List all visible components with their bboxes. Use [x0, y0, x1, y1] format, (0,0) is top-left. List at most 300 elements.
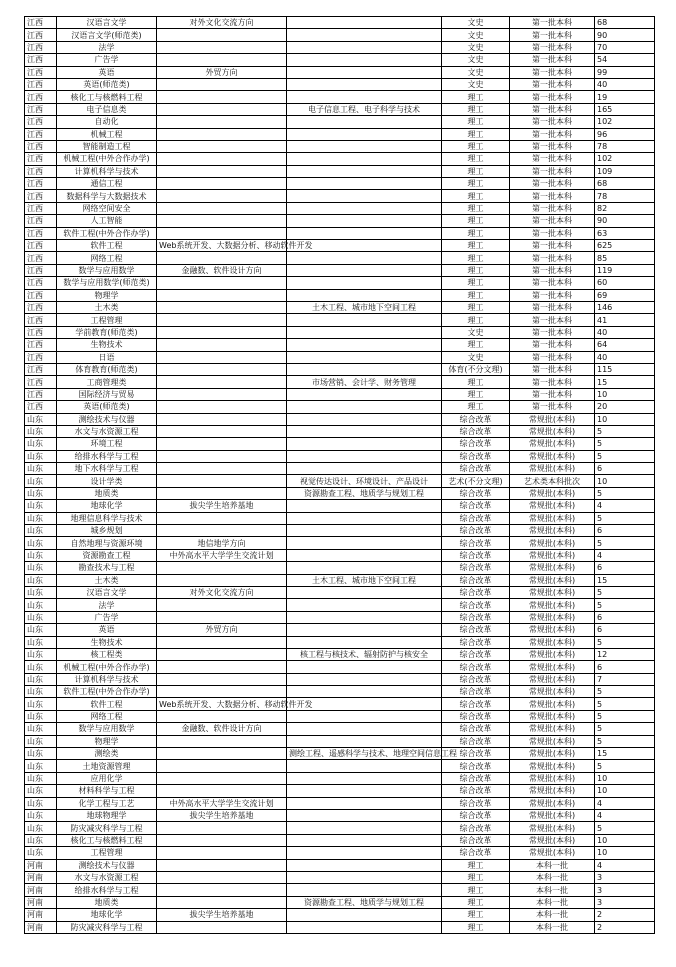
direction-cell: [287, 190, 442, 202]
note-cell: [157, 822, 287, 834]
province-cell: 江西: [25, 66, 57, 78]
plan-count-cell: 102: [595, 153, 655, 165]
note-cell: [157, 896, 287, 908]
table-row: [25, 574, 655, 586]
note-cell: [157, 562, 287, 574]
plan-count-cell: 68: [595, 178, 655, 190]
direction-cell: [287, 710, 442, 722]
province-cell: 江西: [25, 190, 57, 202]
plan-count-cell: 20: [595, 401, 655, 413]
direction-cell: [287, 388, 442, 400]
major-cell: 测绘类: [57, 748, 157, 760]
direction-cell: 电子信息工程、电子科学与技术: [287, 103, 442, 115]
table-row: [25, 673, 655, 685]
note-cell: [157, 772, 287, 784]
note-cell: [157, 425, 287, 437]
subject-cell: 理工: [442, 921, 510, 933]
plan-count-cell: 5: [595, 586, 655, 598]
plan-count-cell: 40: [595, 351, 655, 363]
table-row: [25, 17, 655, 29]
province-cell: 江西: [25, 339, 57, 351]
plan-count-cell: 5: [595, 698, 655, 710]
table-row: [25, 686, 655, 698]
subject-cell: 艺术(不分文理): [442, 475, 510, 487]
plan-count-cell: 5: [595, 760, 655, 772]
plan-count-cell: 19: [595, 91, 655, 103]
note-cell: [157, 450, 287, 462]
note-cell: [157, 116, 287, 128]
table-row: [25, 165, 655, 177]
batch-cell: 第一批本科: [510, 91, 595, 103]
note-cell: 中外高水平大学学生交流计划: [157, 549, 287, 561]
direction-cell: [287, 215, 442, 227]
direction-cell: [287, 91, 442, 103]
subject-cell: 理工: [442, 859, 510, 871]
note-cell: [157, 388, 287, 400]
note-cell: [157, 252, 287, 264]
batch-cell: 本科一批: [510, 884, 595, 896]
major-cell: 测绘技术与仪器: [57, 413, 157, 425]
direction-cell: [287, 500, 442, 512]
major-cell: 防灾减灾科学与工程: [57, 921, 157, 933]
major-cell: 地质类: [57, 487, 157, 499]
major-cell: 水文与水资源工程: [57, 871, 157, 883]
batch-cell: 常规批(本科): [510, 574, 595, 586]
plan-count-cell: 5: [595, 512, 655, 524]
direction-cell: [287, 178, 442, 190]
major-cell: 物理学: [57, 735, 157, 747]
province-cell: 江西: [25, 103, 57, 115]
note-cell: [157, 847, 287, 859]
note-cell: [157, 289, 287, 301]
major-cell: 网络工程: [57, 710, 157, 722]
province-cell: 山东: [25, 686, 57, 698]
province-cell: 江西: [25, 153, 57, 165]
province-cell: 江西: [25, 165, 57, 177]
major-cell: 地球物理学: [57, 810, 157, 822]
major-cell: 水文与水资源工程: [57, 425, 157, 437]
province-cell: 山东: [25, 438, 57, 450]
major-cell: 日语: [57, 351, 157, 363]
major-cell: 网络工程: [57, 252, 157, 264]
batch-cell: 第一批本科: [510, 202, 595, 214]
plan-count-cell: 10: [595, 834, 655, 846]
province-cell: 江西: [25, 326, 57, 338]
province-cell: 山东: [25, 624, 57, 636]
table-row: [25, 785, 655, 797]
province-cell: 江西: [25, 116, 57, 128]
province-cell: 江西: [25, 17, 57, 29]
batch-cell: 常规批(本科): [510, 599, 595, 611]
major-cell: 土地资源管理: [57, 760, 157, 772]
table-row: [25, 264, 655, 276]
direction-cell: [287, 202, 442, 214]
table-row: [25, 252, 655, 264]
major-cell: 机械工程: [57, 128, 157, 140]
province-cell: 山东: [25, 760, 57, 772]
subject-cell: 理工: [442, 252, 510, 264]
table-row: [25, 748, 655, 760]
province-cell: 山东: [25, 648, 57, 660]
table-row: [25, 41, 655, 53]
major-cell: 机械工程(中外合作办学): [57, 661, 157, 673]
direction-cell: [287, 661, 442, 673]
batch-cell: 常规批(本科): [510, 710, 595, 722]
direction-cell: [287, 723, 442, 735]
direction-cell: [287, 78, 442, 90]
province-cell: 山东: [25, 512, 57, 524]
table-row: [25, 140, 655, 152]
table-row: [25, 698, 655, 710]
note-cell: [157, 178, 287, 190]
table-row: [25, 810, 655, 822]
province-cell: 江西: [25, 363, 57, 375]
table-row: [25, 871, 655, 883]
note-cell: 对外文化交流方向: [157, 17, 287, 29]
direction-cell: [287, 562, 442, 574]
note-cell: [157, 686, 287, 698]
plan-count-cell: 5: [595, 636, 655, 648]
note-cell: [157, 153, 287, 165]
subject-cell: 综合改革: [442, 525, 510, 537]
direction-cell: [287, 326, 442, 338]
province-cell: 江西: [25, 289, 57, 301]
province-cell: 山东: [25, 710, 57, 722]
direction-cell: [287, 413, 442, 425]
subject-cell: 理工: [442, 202, 510, 214]
batch-cell: 第一批本科: [510, 264, 595, 276]
province-cell: 江西: [25, 178, 57, 190]
province-cell: 江西: [25, 388, 57, 400]
plan-count-cell: 2: [595, 909, 655, 921]
subject-cell: 文史: [442, 66, 510, 78]
major-cell: 土木类: [57, 574, 157, 586]
subject-cell: 文史: [442, 17, 510, 29]
province-cell: 山东: [25, 537, 57, 549]
table-row: [25, 78, 655, 90]
batch-cell: 本科一批: [510, 871, 595, 883]
direction-cell: [287, 401, 442, 413]
subject-cell: 理工: [442, 264, 510, 276]
subject-cell: 综合改革: [442, 710, 510, 722]
batch-cell: 第一批本科: [510, 388, 595, 400]
direction-cell: [287, 351, 442, 363]
note-cell: [157, 339, 287, 351]
direction-cell: 土木工程、城市地下空间工程: [287, 574, 442, 586]
note-cell: 拔尖学生培养基地: [157, 810, 287, 822]
subject-cell: 文史: [442, 351, 510, 363]
subject-cell: 理工: [442, 227, 510, 239]
direction-cell: [287, 450, 442, 462]
subject-cell: 综合改革: [442, 438, 510, 450]
province-cell: 江西: [25, 376, 57, 388]
table-row: [25, 611, 655, 623]
major-cell: 计算机科学与技术: [57, 165, 157, 177]
major-cell: 地质类: [57, 896, 157, 908]
major-cell: 地球化学: [57, 500, 157, 512]
major-cell: 生物技术: [57, 339, 157, 351]
province-cell: 山东: [25, 611, 57, 623]
province-cell: 山东: [25, 810, 57, 822]
note-cell: [157, 128, 287, 140]
major-cell: 法学: [57, 41, 157, 53]
table-row: [25, 599, 655, 611]
province-cell: 江西: [25, 351, 57, 363]
subject-cell: 理工: [442, 190, 510, 202]
plan-count-cell: 15: [595, 376, 655, 388]
province-cell: 江西: [25, 227, 57, 239]
plan-count-cell: 78: [595, 190, 655, 202]
batch-cell: 常规批(本科): [510, 537, 595, 549]
subject-cell: 综合改革: [442, 562, 510, 574]
plan-count-cell: 6: [595, 661, 655, 673]
major-cell: 工程管理: [57, 314, 157, 326]
direction-cell: 土木工程、城市地下空间工程: [287, 301, 442, 313]
batch-cell: 第一批本科: [510, 363, 595, 375]
subject-cell: 理工: [442, 91, 510, 103]
batch-cell: 常规批(本科): [510, 822, 595, 834]
plan-count-cell: 3: [595, 884, 655, 896]
batch-cell: 常规批(本科): [510, 661, 595, 673]
direction-cell: [287, 17, 442, 29]
major-cell: 汉语言文学: [57, 17, 157, 29]
direction-cell: [287, 165, 442, 177]
subject-cell: 综合改革: [442, 648, 510, 660]
direction-cell: [287, 785, 442, 797]
plan-count-cell: 165: [595, 103, 655, 115]
batch-cell: 常规批(本科): [510, 723, 595, 735]
plan-count-cell: 102: [595, 116, 655, 128]
subject-cell: 综合改革: [442, 549, 510, 561]
plan-count-cell: 63: [595, 227, 655, 239]
major-cell: 自动化: [57, 116, 157, 128]
note-cell: [157, 661, 287, 673]
province-cell: 山东: [25, 475, 57, 487]
batch-cell: 常规批(本科): [510, 636, 595, 648]
table-row: [25, 388, 655, 400]
province-cell: 江西: [25, 128, 57, 140]
note-cell: [157, 314, 287, 326]
province-cell: 江西: [25, 215, 57, 227]
plan-count-cell: 5: [595, 686, 655, 698]
table-row: [25, 586, 655, 598]
subject-cell: 理工: [442, 240, 510, 252]
batch-cell: 本科一批: [510, 859, 595, 871]
major-cell: 汉语言文学(师范类): [57, 29, 157, 41]
major-cell: 通信工程: [57, 178, 157, 190]
province-cell: 山东: [25, 772, 57, 784]
note-cell: [157, 525, 287, 537]
batch-cell: 常规批(本科): [510, 438, 595, 450]
note-cell: 外贸方向: [157, 66, 287, 78]
direction-cell: [287, 624, 442, 636]
province-cell: 江西: [25, 29, 57, 41]
province-cell: 江西: [25, 401, 57, 413]
subject-cell: 综合改革: [442, 698, 510, 710]
note-cell: [157, 91, 287, 103]
subject-cell: 理工: [442, 153, 510, 165]
plan-count-cell: 5: [595, 487, 655, 499]
plan-count-cell: 5: [595, 537, 655, 549]
province-cell: 山东: [25, 500, 57, 512]
province-cell: 山东: [25, 413, 57, 425]
major-cell: 化学工程与工艺: [57, 797, 157, 809]
major-cell: 设计学类: [57, 475, 157, 487]
table-row: [25, 896, 655, 908]
direction-cell: [287, 314, 442, 326]
batch-cell: 第一批本科: [510, 252, 595, 264]
table-row: [25, 500, 655, 512]
major-cell: 机械工程(中外合作办学): [57, 153, 157, 165]
major-cell: 英语(师范类): [57, 78, 157, 90]
table-row: [25, 103, 655, 115]
note-cell: [157, 413, 287, 425]
batch-cell: 第一批本科: [510, 326, 595, 338]
batch-cell: 第一批本科: [510, 339, 595, 351]
direction-cell: [287, 599, 442, 611]
subject-cell: 综合改革: [442, 599, 510, 611]
table-row: [25, 760, 655, 772]
province-cell: 江西: [25, 78, 57, 90]
batch-cell: 常规批(本科): [510, 586, 595, 598]
table-row: [25, 834, 655, 846]
batch-cell: 常规批(本科): [510, 735, 595, 747]
table-row: [25, 636, 655, 648]
batch-cell: 艺术类本科批次: [510, 475, 595, 487]
plan-count-cell: 4: [595, 810, 655, 822]
subject-cell: 综合改革: [442, 847, 510, 859]
table-row: [25, 240, 655, 252]
note-cell: [157, 599, 287, 611]
direction-cell: [287, 277, 442, 289]
major-cell: 广告学: [57, 54, 157, 66]
batch-cell: 第一批本科: [510, 190, 595, 202]
batch-cell: 第一批本科: [510, 178, 595, 190]
major-cell: 应用化学: [57, 772, 157, 784]
table-row: [25, 301, 655, 313]
subject-cell: 综合改革: [442, 785, 510, 797]
batch-cell: 第一批本科: [510, 227, 595, 239]
subject-cell: 理工: [442, 140, 510, 152]
batch-cell: 常规批(本科): [510, 785, 595, 797]
direction-cell: [287, 525, 442, 537]
batch-cell: 第一批本科: [510, 103, 595, 115]
subject-cell: 理工: [442, 289, 510, 301]
province-cell: 江西: [25, 277, 57, 289]
major-cell: 电子信息类: [57, 103, 157, 115]
province-cell: 山东: [25, 487, 57, 499]
table-row: [25, 648, 655, 660]
province-cell: 河南: [25, 909, 57, 921]
plan-count-cell: 4: [595, 500, 655, 512]
batch-cell: 常规批(本科): [510, 500, 595, 512]
direction-cell: [287, 686, 442, 698]
batch-cell: 常规批(本科): [510, 673, 595, 685]
subject-cell: 体育(不分文理): [442, 363, 510, 375]
note-cell: [157, 215, 287, 227]
table-row: [25, 227, 655, 239]
batch-cell: 第一批本科: [510, 240, 595, 252]
subject-cell: 综合改革: [442, 661, 510, 673]
batch-cell: 常规批(本科): [510, 624, 595, 636]
direction-cell: [287, 586, 442, 598]
batch-cell: 常规批(本科): [510, 748, 595, 760]
note-cell: [157, 202, 287, 214]
note-cell: [157, 363, 287, 375]
province-cell: 江西: [25, 252, 57, 264]
note-cell: [157, 78, 287, 90]
direction-cell: [287, 871, 442, 883]
table-row: [25, 116, 655, 128]
subject-cell: 综合改革: [442, 822, 510, 834]
table-row: [25, 202, 655, 214]
subject-cell: 综合改革: [442, 797, 510, 809]
direction-cell: [287, 797, 442, 809]
major-cell: 软件工程(中外合作办学): [57, 686, 157, 698]
table-row: [25, 661, 655, 673]
table-row: [25, 735, 655, 747]
province-cell: 山东: [25, 723, 57, 735]
plan-count-cell: 78: [595, 140, 655, 152]
note-cell: [157, 140, 287, 152]
direction-cell: [287, 549, 442, 561]
note-cell: [157, 165, 287, 177]
table-row: [25, 847, 655, 859]
province-cell: 江西: [25, 264, 57, 276]
batch-cell: 第一批本科: [510, 128, 595, 140]
table-row: [25, 463, 655, 475]
province-cell: 山东: [25, 636, 57, 648]
note-cell: [157, 326, 287, 338]
province-cell: 山东: [25, 549, 57, 561]
major-cell: 体育教育(师范类): [57, 363, 157, 375]
subject-cell: 文史: [442, 29, 510, 41]
subject-cell: 综合改革: [442, 810, 510, 822]
batch-cell: 第一批本科: [510, 153, 595, 165]
major-cell: 数学与应用数学: [57, 264, 157, 276]
direction-cell: [287, 760, 442, 772]
plan-count-cell: 6: [595, 611, 655, 623]
batch-cell: 常规批(本科): [510, 648, 595, 660]
plan-count-cell: 5: [595, 599, 655, 611]
table-row: [25, 512, 655, 524]
direction-cell: [287, 140, 442, 152]
batch-cell: 常规批(本科): [510, 834, 595, 846]
subject-cell: 综合改革: [442, 723, 510, 735]
plan-count-cell: 5: [595, 822, 655, 834]
subject-cell: 理工: [442, 128, 510, 140]
note-cell: [157, 351, 287, 363]
direction-cell: [287, 463, 442, 475]
subject-cell: 综合改革: [442, 487, 510, 499]
subject-cell: 理工: [442, 215, 510, 227]
plan-count-cell: 60: [595, 277, 655, 289]
province-cell: 山东: [25, 599, 57, 611]
note-cell: [157, 54, 287, 66]
province-cell: 山东: [25, 698, 57, 710]
direction-cell: [287, 810, 442, 822]
subject-cell: 文史: [442, 41, 510, 53]
plan-count-cell: 119: [595, 264, 655, 276]
subject-cell: 综合改革: [442, 611, 510, 623]
batch-cell: 第一批本科: [510, 376, 595, 388]
table-row: [25, 314, 655, 326]
plan-count-cell: 6: [595, 624, 655, 636]
batch-cell: 常规批(本科): [510, 549, 595, 561]
province-cell: 河南: [25, 884, 57, 896]
province-cell: 山东: [25, 748, 57, 760]
table-row: [25, 351, 655, 363]
